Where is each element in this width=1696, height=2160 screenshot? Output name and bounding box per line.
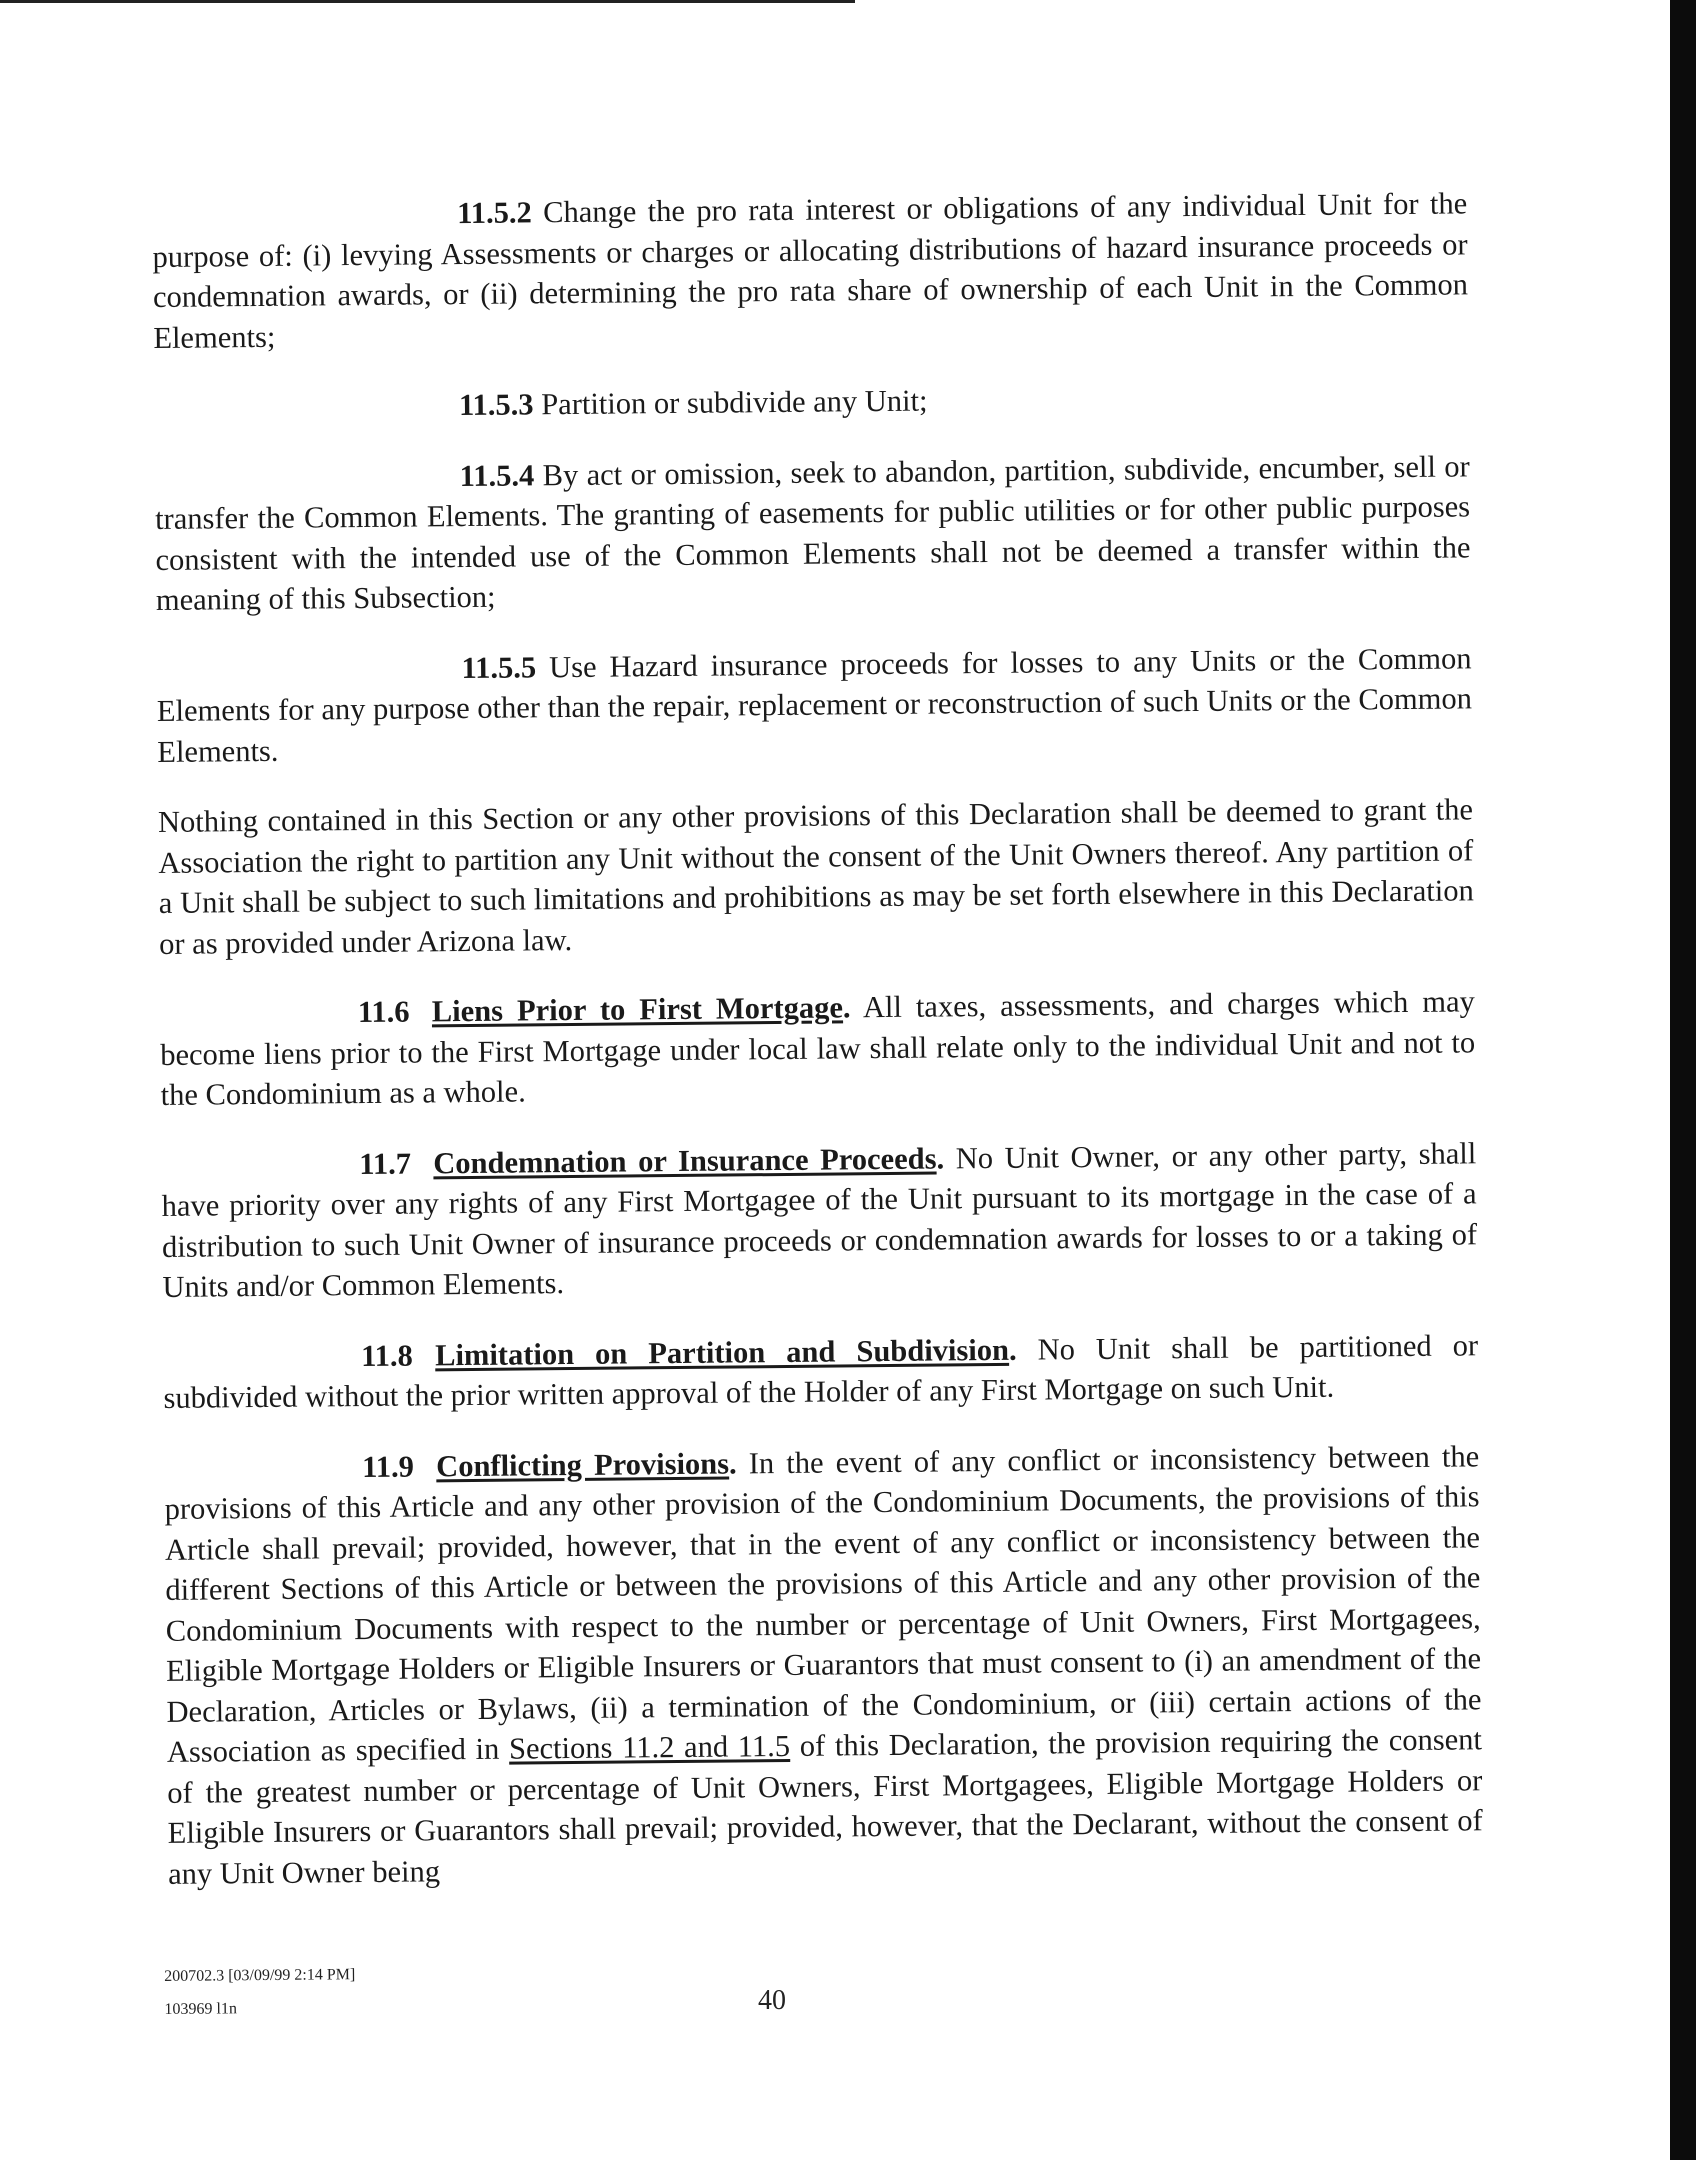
paragraph-text-continued: of this Declaration, the provision requiring the consent of the greatest number or percentage of Unit Owners, First Mortgagees, Eligible Mortgage Holders or Eligible Insurers or Guarantors shall prevail; provided, however, that the Declarant, without the consent of any Unit Owner being xyxy=(167,1722,1483,1891)
section-number: 11.8 xyxy=(360,1338,414,1373)
paragraph-text: All taxes, assessments, and charges which may become liens prior to the First Mortgage under local law shall relate only to the individual Unit and not to the Condominium as a whole. xyxy=(160,984,1476,1112)
paragraph-11-6: 11.6 Liens Prior to First Mortgage. All taxes, assessments, and charges which may become liens prior to the First Mortgage under local law shall relate only to the individual Unit and not to the Condominium as a whole. xyxy=(160,984,1476,1112)
section-number: 11.5.3 xyxy=(458,387,534,423)
scan-right-edge xyxy=(1670,0,1696,2160)
document-body xyxy=(152,183,1484,1924)
paragraph-text: Use Hazard insurance proceeds for losses to any Units or the Common Elements for any purpose other than the repair, replacement or reconstruction of such Units or the Common Elements. xyxy=(156,640,1473,769)
footer-doc-id: 200702.3 [03/09/99 2:14 PM] xyxy=(164,1966,356,1985)
section-heading: Conflicting Provisions xyxy=(436,1446,730,1483)
section-cross-reference: Sections 11.2 and 11.5 xyxy=(508,1728,791,1766)
scan-top-rule xyxy=(0,0,855,3)
section-number: 11.7 xyxy=(359,1146,412,1181)
paragraph-11-9: 11.9 Conflicting Provisions. In the event of any conflict or inconsistency between the provisions of this Article and any other provision of the Condominium Documents, the provisions of this Article shall prevail; provided, however, that in the event of any conflict or inconsistency between the different Sections of this Article or between the provisions of this Article and any other provision of the Condominium Documents with respect to the number or percentage of Unit Owners, First Mortgagees, Eligible Mortgage Holders or Eligible Insurers or Guarantors that must consent to (i) an amendment of the Declaration, Articles or Bylaws, (ii) a termination of the Condominium, or (iii) certain actions of the Association as specified in Sections 11.2 and 11.5 of this Declaration, the provision requiring the consent of the greatest number or percentage of Unit Owners, First Mortgagees, Eligible Mortgage Holders or Eligible Insurers or Guarantors shall prevail; provided, however, that the Declarant, without the consent of any Unit Owner being xyxy=(164,1438,1483,1891)
section-number: 11.5.4 xyxy=(459,457,535,493)
footer-file-code: 103969 l1n xyxy=(164,2000,238,2018)
section-heading: Condemnation or Insurance Proceeds xyxy=(433,1141,937,1180)
paragraph-text: No Unit shall be partitioned or subdivided without the prior written approval of the Holder of any First Mortgage on such Unit. xyxy=(163,1327,1479,1415)
section-number: 11.5.2 xyxy=(457,195,532,231)
section-heading: Limitation on Partition and Subdivision xyxy=(434,1332,1010,1372)
paragraph-text: Change the pro rata interest or obligations of any individual Unit for the purpose of: (i) levying Assessments or charges or allocating distributions of hazard insurance proceeds or condemnation awards, or (ii) determining the pro rata share of ownership of each Unit in the Common Elements; xyxy=(152,186,1469,355)
paragraph-nothing-contained xyxy=(158,789,1474,964)
paragraph-11-7: 11.7 Condemnation or Insurance Proceeds. No Unit Owner, or any other party, shall have priority over any rights of any First Mortgagee of the Unit pursuant to its mortgage in the case of a distribution to such Unit Owner of insurance proceeds or condemnation awards for losses to or a taking of Units and/or Common Elements. xyxy=(161,1135,1478,1304)
paragraph-text: Nothing contained in this Section or any other provisions of this Declaration shall be deemed to grant the Association the right to partition any Unit without the consent of the Unit Owners thereof. Any partition of a Unit shall be subject to such limitations and prohibitions as may be set forth elsewhere in this Declaration or as provided under Arizona law. xyxy=(157,792,1474,961)
section-number: 11.6 xyxy=(357,994,410,1030)
paragraph-11-5-4 xyxy=(155,446,1471,621)
footer-document-ids xyxy=(164,1958,356,2026)
paragraph-11-5-3 xyxy=(154,375,1469,428)
section-heading: Liens Prior to First Mortgage xyxy=(431,990,844,1029)
paragraph-text: Partition or subdivide any Unit; xyxy=(541,383,928,422)
paragraph-text: By act or omission, seek to abandon, partition, subdivide, encumber, sell or transfer the Common Elements. The granting of easements for public utilities or for other public purposes consistent with the intended use of the Common Elements shall not be deemed a transfer within the meaning of this Subsection; xyxy=(154,448,1471,617)
paragraph-text: In the event of any conflict or inconsistency between the provisions of this Article and any other provision of the Condominium Documents, the provisions of this Article shall prevail; provided, however, that in the event of any conflict or inconsistency between the different Sections of this Article or between the provisions of this Article and any other provision of the Condominium Documents with respect to the number or percentage of Unit Owners, First Mortgagees, Eligible Mortgage Holders or Eligible Insurers or Guarantors that must consent to (i) an amendment of the Declaration, Articles or Bylaws, (ii) a termination of the Condominium, or (iii) certain actions of the Association as specified in xyxy=(164,1438,1482,1769)
section-number: 11.9 xyxy=(362,1449,415,1484)
page-number: 40 xyxy=(758,1985,786,2016)
paragraph-11-5-2 xyxy=(152,183,1468,358)
section-number: 11.5.5 xyxy=(461,649,537,685)
paragraph-11-8: 11.8 Limitation on Partition and Subdivision. No Unit shall be partitioned or subdivided without the prior written approval of the Holder of any First Mortgage on such Unit. xyxy=(163,1327,1479,1415)
paragraph-text: No Unit Owner, or any other party, shall have priority over any rights of any First Mortgagee of the Unit pursuant to its mortgage in the case of a distribution to such Unit Owner of insurance proceeds or condemnation awards for losses to or a taking of Units and/or Common Elements. xyxy=(161,1135,1478,1304)
paragraph-11-5-5 xyxy=(156,638,1472,772)
